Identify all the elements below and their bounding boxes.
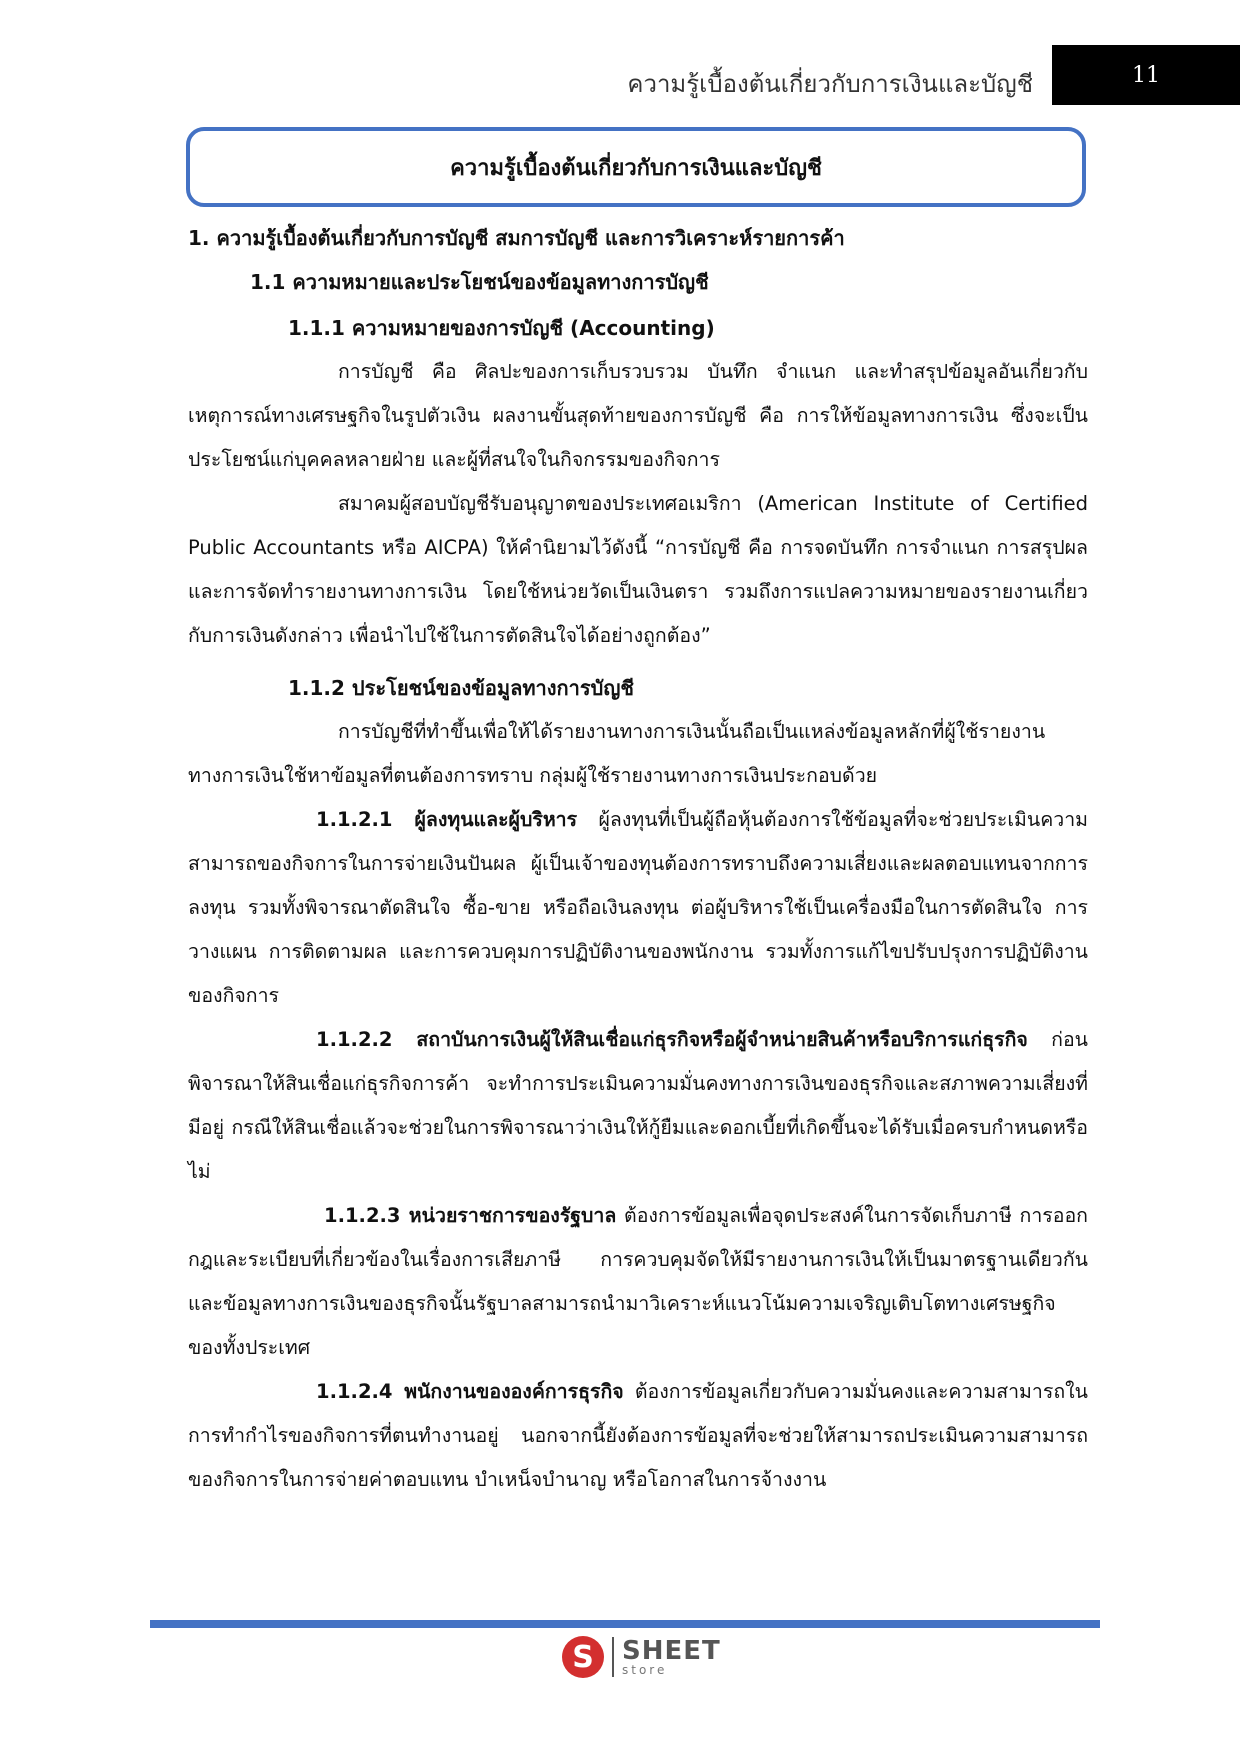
- government-heading: 1.1.2.3 หน่วยราชการของรัฐบาล: [324, 1204, 617, 1227]
- paragraph-employees: [188, 1370, 1088, 1502]
- sheet-store-logo-icon: S: [562, 1636, 604, 1678]
- paragraph-investors: [188, 798, 1088, 1018]
- employees-heading: 1.1.2.4 พนักงานขององค์การธุรกิจ: [316, 1380, 624, 1403]
- chapter-title-box: [186, 127, 1086, 207]
- paragraph-creditors: [188, 1018, 1088, 1194]
- paragraph-government: [188, 1194, 1088, 1370]
- investors-text: ผู้ลงทุนที่เป็นผู้ถือหุ้นต้องการใช้ข้อมูลที่จะช่วยประเมินความสามารถของกิจการในการจ่ายเงินปันผล ผู้เป็นเจ้าของทุนต้องการทราบถึงความเสี่ยงและผลตอบแทนจากการลงทุน รวมทั้งพิจารณาตัดสินใจ ซื้อ-ขาย หรือถือเงินลงทุน ต่อผู้บริหารใช้เป็นเครื่องมือในการตัดสินใจ การวางแผน การติดตามผล และการควบคุมการปฏิบัติงานของพนักงาน รวมทั้งการแก้ไขปรับปรุงการปฏิบัติงานของกิจการ: [188, 808, 1088, 1007]
- heading-1-1-2: 1.1.2 ประโยชน์ของข้อมูลทางการบัญชี: [288, 676, 634, 700]
- footer-divider: [150, 1620, 1100, 1628]
- logo-divider: [612, 1637, 614, 1677]
- creditors-text: ก่อนพิจารณาให้สินเชื่อแก่ธุรกิจการค้า จะทำการประเมินความมั่นคงทางการเงินของธุรกิจและสภาพความเสี่ยงที่มีอยู่ กรณีให้สินเชื่อแล้วจะช่วยในการพิจารณาว่าเงินให้กู้ยืมและดอกเบี้ยที่เกิดขึ้นจะได้รับเมื่อครบกำหนดหรือไม่: [188, 1028, 1088, 1183]
- paragraph-accounting-definition: การบัญชี คือ ศิลปะของการเก็บรวบรวม บันทึก จำแนก และทำสรุปข้อมูลอันเกี่ยวกับเหตุการณ์ทางเศรษฐกิจในรูปตัวเงิน ผลงานขั้นสุดท้ายของการบัญชี คือ การให้ข้อมูลทางการเงิน ซึ่งจะเป็นประโยชน์แก่บุคคลหลายฝ่าย และผู้ที่สนใจในกิจกรรมของกิจการ: [188, 360, 1088, 471]
- logo-text-sub: store: [622, 1663, 668, 1677]
- chapter-title: ความรู้เบื้องต้นเกี่ยวกับการเงินและบัญชี: [450, 155, 822, 181]
- page-header-title: ความรู้เบื้องต้นเกี่ยวกับการเงินและบัญชี: [627, 70, 1033, 98]
- investors-heading: 1.1.2.1 ผู้ลงทุนและผู้บริหาร: [316, 808, 578, 831]
- footer-logo: [562, 1636, 721, 1678]
- logo-text: [622, 1638, 721, 1676]
- page-number-box: [1052, 45, 1240, 105]
- heading-1-1-1: 1.1.1 ความหมายของการบัญชี (Accounting): [288, 316, 715, 340]
- employees-text: ต้องการข้อมูลเกี่ยวกับความมั่นคงและความสามารถในการทำกำไรของกิจการที่ตนทำงานอยู่ นอกจากนี้ยังต้องการข้อมูลที่จะช่วยให้สามารถประเมินความสามารถของกิจการในการจ่ายค่าตอบแทน บำเหน็จบำนาญ หรือโอกาสในการจ้างงาน: [188, 1380, 1088, 1491]
- heading-1: 1. ความรู้เบื้องต้นเกี่ยวกับการบัญชี สมการบัญชี และการวิเคราะห์รายการค้า: [188, 226, 845, 250]
- heading-1-1: 1.1 ความหมายและประโยชน์ของข้อมูลทางการบัญชี: [250, 270, 709, 294]
- government-text: ต้องการข้อมูลเพื่อจุดประสงค์ในการจัดเก็บภาษี การออกกฎและระเบียบที่เกี่ยวข้องในเรื่องการเสียภาษี การควบคุมจัดให้มีรายงานการเงินให้เป็นมาตรฐานเดียวกัน และข้อมูลทางการเงินของธุรกิจนั้นรัฐบาลสามารถนำมาวิเคราะห์แนวโน้มความเจริญเติบโตทางเศรษฐกิจของทั้งประเทศ: [188, 1204, 1088, 1359]
- page-number: 11: [1132, 62, 1160, 88]
- paragraph-aicpa-definition: สมาคมผู้สอบบัญชีรับอนุญาตของประเทศอเมริกา (American Institute of Certified Public Accountants หรือ AICPA) ให้คำนิยามไว้ดังนี้ “การบัญชี คือ การจดบันทึก การจำแนก การสรุปผล และการจัดทำรายงานทางการเงิน โดยใช้หน่วยวัดเป็นเงินตรา รวมถึงการแปลความหมายของรายงานเกี่ยวกับการเงินดังกล่าว เพื่อนำไปใช้ในการตัดสินใจได้อย่างถูกต้อง”: [188, 492, 1088, 647]
- creditors-heading: 1.1.2.2 สถาบันการเงินผู้ให้สินเชื่อแก่ธุรกิจหรือผู้จำหน่ายสินค้าหรือบริการแก่ธุรกิจ: [316, 1028, 1028, 1051]
- logo-text-main: SHEET: [622, 1636, 721, 1666]
- paragraph-accounting-benefits: การบัญชีที่ทำขึ้นเพื่อให้ได้รายงานทางการเงินนั้นถือเป็นแหล่งข้อมูลหลักที่ผู้ใช้รายงานทางการเงินใช้หาข้อมูลที่ตนต้องการทราบ กลุ่มผู้ใช้รายงานทางการเงินประกอบด้วย: [188, 720, 1046, 787]
